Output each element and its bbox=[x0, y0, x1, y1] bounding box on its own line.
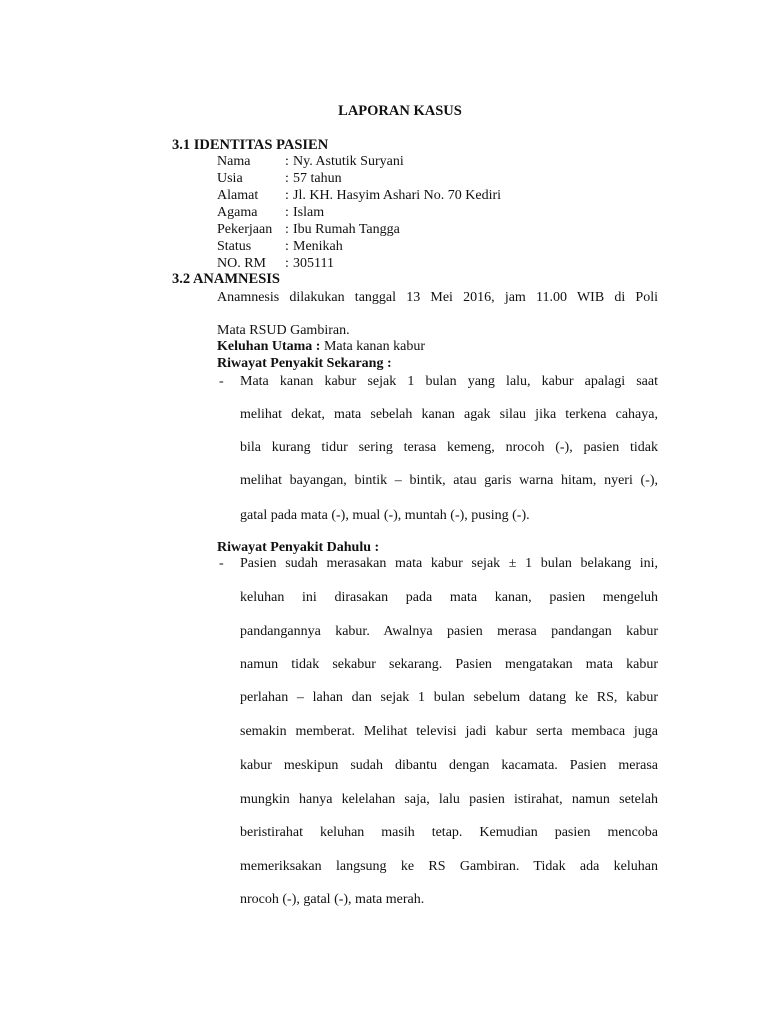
rps-line: melihat bayangan, bintik – bintik, atau garis warna hitam, nyeri (-), bbox=[240, 473, 658, 488]
identity-colon: : bbox=[285, 205, 289, 220]
identity-label: Agama bbox=[217, 205, 258, 220]
identity-label: Nama bbox=[217, 154, 251, 169]
identity-value: Jl. KH. Hasyim Ashari No. 70 Kediri bbox=[293, 188, 502, 203]
identity-value: Menikah bbox=[293, 239, 343, 254]
identity-label: Pekerjaan bbox=[217, 222, 273, 237]
identity-colon: : bbox=[285, 239, 289, 254]
rpd-line: mungkin hanya kelelahan saja, lalu pasien istirahat, namun setelah bbox=[240, 792, 658, 807]
identity-label: Alamat bbox=[217, 188, 259, 203]
identity-colon: : bbox=[285, 188, 289, 203]
identity-colon: : bbox=[285, 154, 289, 169]
rpd-line: memeriksakan langsung ke RS Gambiran. Tidak ada keluhan bbox=[240, 859, 658, 874]
keluhan-utama-label: Keluhan Utama : bbox=[217, 339, 321, 354]
rpd-line: kabur meskipun sudah dibantu dengan kacamata. Pasien merasa bbox=[240, 758, 658, 773]
rpd-line: keluhan ini dirasakan pada mata kanan, pasien mengeluh bbox=[240, 590, 658, 605]
rps-line: bila kurang tidur sering terasa kemeng, nrocoh (-), pasien tidak bbox=[240, 440, 658, 455]
identity-label: Status bbox=[217, 239, 252, 254]
rpd-line: pandangannya kabur. Awalnya pasien merasa pandangan kabur bbox=[240, 624, 658, 639]
rps-heading: Riwayat Penyakit Sekarang : bbox=[217, 356, 392, 371]
identity-label: NO. RM bbox=[217, 256, 267, 271]
identity-colon: : bbox=[285, 256, 289, 271]
rps-line: gatal pada mata (-), mual (-), muntah (-), pusing (-). bbox=[240, 508, 530, 523]
document-title: LAPORAN KASUS bbox=[338, 103, 462, 119]
rpd-line: Pasien sudah merasakan mata kabur sejak ± 1 bulan belakang ini, bbox=[240, 556, 658, 571]
identity-colon: : bbox=[285, 171, 289, 186]
rps-bullet: - bbox=[219, 374, 224, 389]
identity-label: Usia bbox=[217, 171, 243, 186]
rps-line: melihat dekat, mata sebelah kanan agak silau jika terkena cahaya, bbox=[240, 407, 658, 422]
rps-line: Mata kanan kabur sejak 1 bulan yang lalu, kabur apalagi saat bbox=[240, 374, 658, 389]
identity-value: 57 tahun bbox=[293, 171, 342, 186]
rpd-line: beristirahat keluhan masih tetap. Kemudian pasien mencoba bbox=[240, 825, 658, 840]
anamnesis-intro-line-2: Mata RSUD Gambiran. bbox=[217, 323, 350, 338]
section-heading-anamnesis: 3.2 ANAMNESIS bbox=[172, 271, 280, 287]
keluhan-utama-value: Mata kanan kabur bbox=[323, 339, 426, 354]
rpd-heading: Riwayat Penyakit Dahulu : bbox=[217, 540, 380, 555]
identity-value: Islam bbox=[293, 205, 325, 220]
rpd-bullet: - bbox=[219, 556, 224, 571]
section-heading-identitas: 3.1 IDENTITAS PASIEN bbox=[172, 137, 329, 153]
rpd-line: semakin memberat. Melihat televisi jadi kabur serta membaca juga bbox=[240, 724, 658, 739]
identity-value: 305111 bbox=[293, 256, 334, 271]
rpd-line: nrocoh (-), gatal (-), mata merah. bbox=[240, 892, 425, 907]
identity-value: Ny. Astutik Suryani bbox=[293, 154, 404, 169]
identity-value: Ibu Rumah Tangga bbox=[293, 222, 400, 237]
rpd-line: perlahan – lahan dan sejak 1 bulan sebelum datang ke RS, kabur bbox=[240, 690, 658, 705]
keluhan-utama bbox=[217, 338, 425, 355]
anamnesis-intro-line-1: Anamnesis dilakukan tanggal 13 Mei 2016, jam 11.00 WIB di Poli bbox=[217, 290, 658, 305]
rpd-line: namun tidak sekabur sekarang. Pasien mengatakan mata kabur bbox=[240, 657, 658, 672]
identity-colon: : bbox=[285, 222, 289, 237]
